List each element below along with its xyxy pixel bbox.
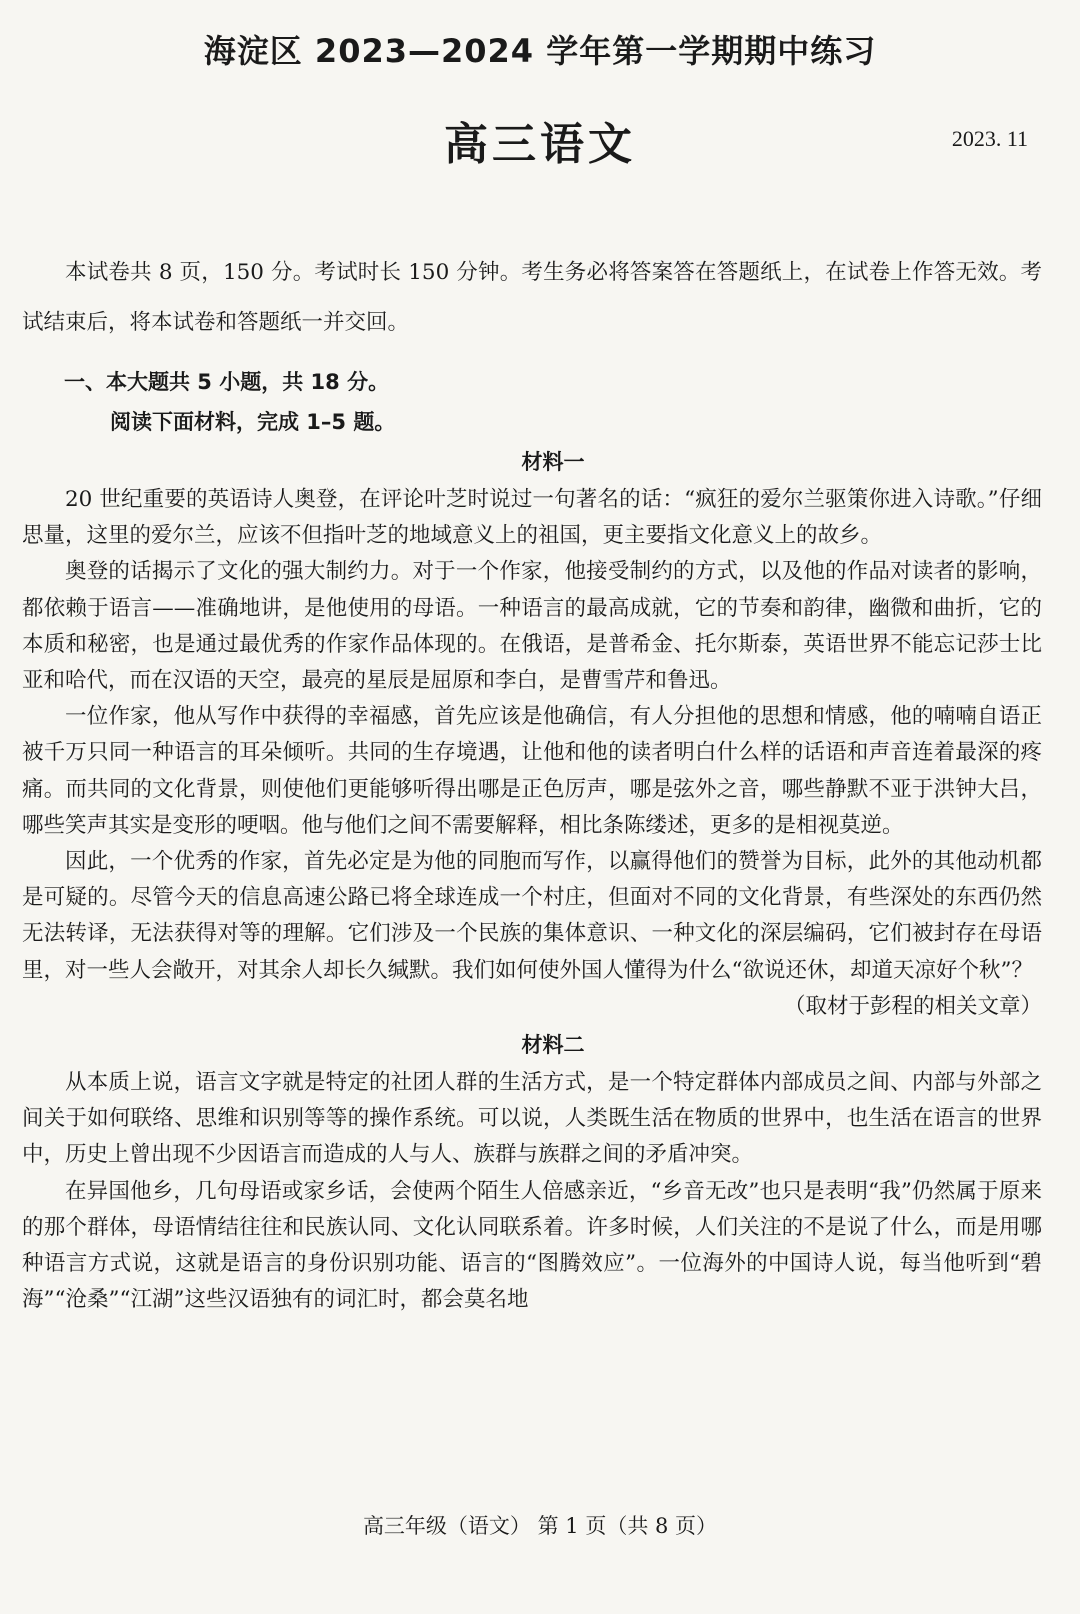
exam-date: 2023. 11: [951, 126, 1028, 151]
material-1-source: （取材于彭程的相关文章）: [783, 993, 1042, 1019]
section-heading: 一、本大题共 5 小题，共 18 分。: [64, 370, 390, 394]
page-footer: 高三年级（语文） 第 1 页（共 8 页）: [362, 1514, 718, 1538]
exam-body: [22, 248, 1042, 1318]
material-1-paragraph: 奥登的话揭示了文化的强大制约力。对于一个作家，他接受制约的方式，以及他的作品对读者的影响，都依赖于语言——准确地讲，是他使用的母语。一种语言的最高成就，它的节奏和韵律，幽微和曲折，它的本质和秘密，也是通过最优秀的作家作品体现的。在俄语，是普希金、托尔斯泰，英语世界不能忘记莎士比亚和哈代，而在汉语的天空，最亮的星辰是屈原和李白，是曹雪芹和鲁迅。: [22, 559, 1042, 694]
exam-instructions: 本试卷共 8 页，150 分。考试时长 150 分钟。考生务必将答案答在答题纸上，在试卷上作答无效。考试结束后，将本试卷和答题纸一并交回。: [22, 260, 1042, 335]
subject-title: 高三语文: [444, 119, 636, 170]
material-1-paragraph: 20 世纪重要的英语诗人奥登，在评论叶芝时说过一句著名的话：“疯狂的爱尔兰驱策你进入诗歌。”仔细思量，这里的爱尔兰，应该不但指叶芝的地域意义上的祖国，更主要指文化意义上的故乡。: [22, 487, 1042, 549]
material-1-title: 材料一: [521, 450, 585, 474]
material-2-paragraph: 从本质上说，语言文字就是特定的社团人群的生活方式，是一个特定群体内部成员之间、内部与外部之间关于如何联络、思维和识别等等的操作系统。可以说，人类既生活在物质的世界中，也生活在语言的世界中，历史上曾出现不少因语言而造成的人与人、族群与族群之间的矛盾冲突。: [22, 1070, 1042, 1168]
section-instruction: 阅读下面材料，完成 1–5 题。: [110, 410, 396, 434]
exam-title: 海淀区 2023—2024 学年第一学期期中练习: [203, 32, 877, 70]
material-1-paragraph: 因此，一个优秀的作家，首先必定是为他的同胞而写作，以赢得他们的赞誉为目标，此外的其他动机都是可疑的。尽管今天的信息高速公路已将全球连成一个村庄，但面对不同的文化背景，有些深处的东西仍然无法转译，无法获得对等的理解。它们涉及一个民族的集体意识、一种文化的深层编码，它们被封存在母语里，对一些人会敞开，对其余人却长久缄默。我们如何使外国人懂得为什么“欲说还休，却道天凉好个秋”？: [22, 849, 1042, 983]
material-1-paragraph: 一位作家，他从写作中获得的幸福感，首先应该是他确信，有人分担他的思想和情感，他的喃喃自语正被千万只同一种语言的耳朵倾听。共同的生存境遇，让他和他的读者明白什么样的话语和声音连着最深的疼痛。而共同的文化背景，则使他们更能够听得出哪是正色厉声，哪是弦外之音，哪些静默不亚于洪钟大吕，哪些笑声其实是变形的哽咽。他与他们之间不需要解释，相比条陈缕述，更多的是相视莫逆。: [22, 704, 1042, 838]
material-2-paragraph: 在异国他乡，几句母语或家乡话，会使两个陌生人倍感亲近，“乡音无改”也只是表明“我”仍然属于原来的那个群体，母语情结往往和民族认同、文化认同联系着。许多时候，人们关注的不是说了什么，而是用哪种语言方式说，这就是语言的身份识别功能、语言的“图腾效应”。一位海外的中国诗人说，每当他听到“碧海”“沧桑”“江湖”这些汉语独有的词汇时，都会莫名地: [22, 1178, 1042, 1313]
material-2-title: 材料二: [521, 1033, 585, 1058]
